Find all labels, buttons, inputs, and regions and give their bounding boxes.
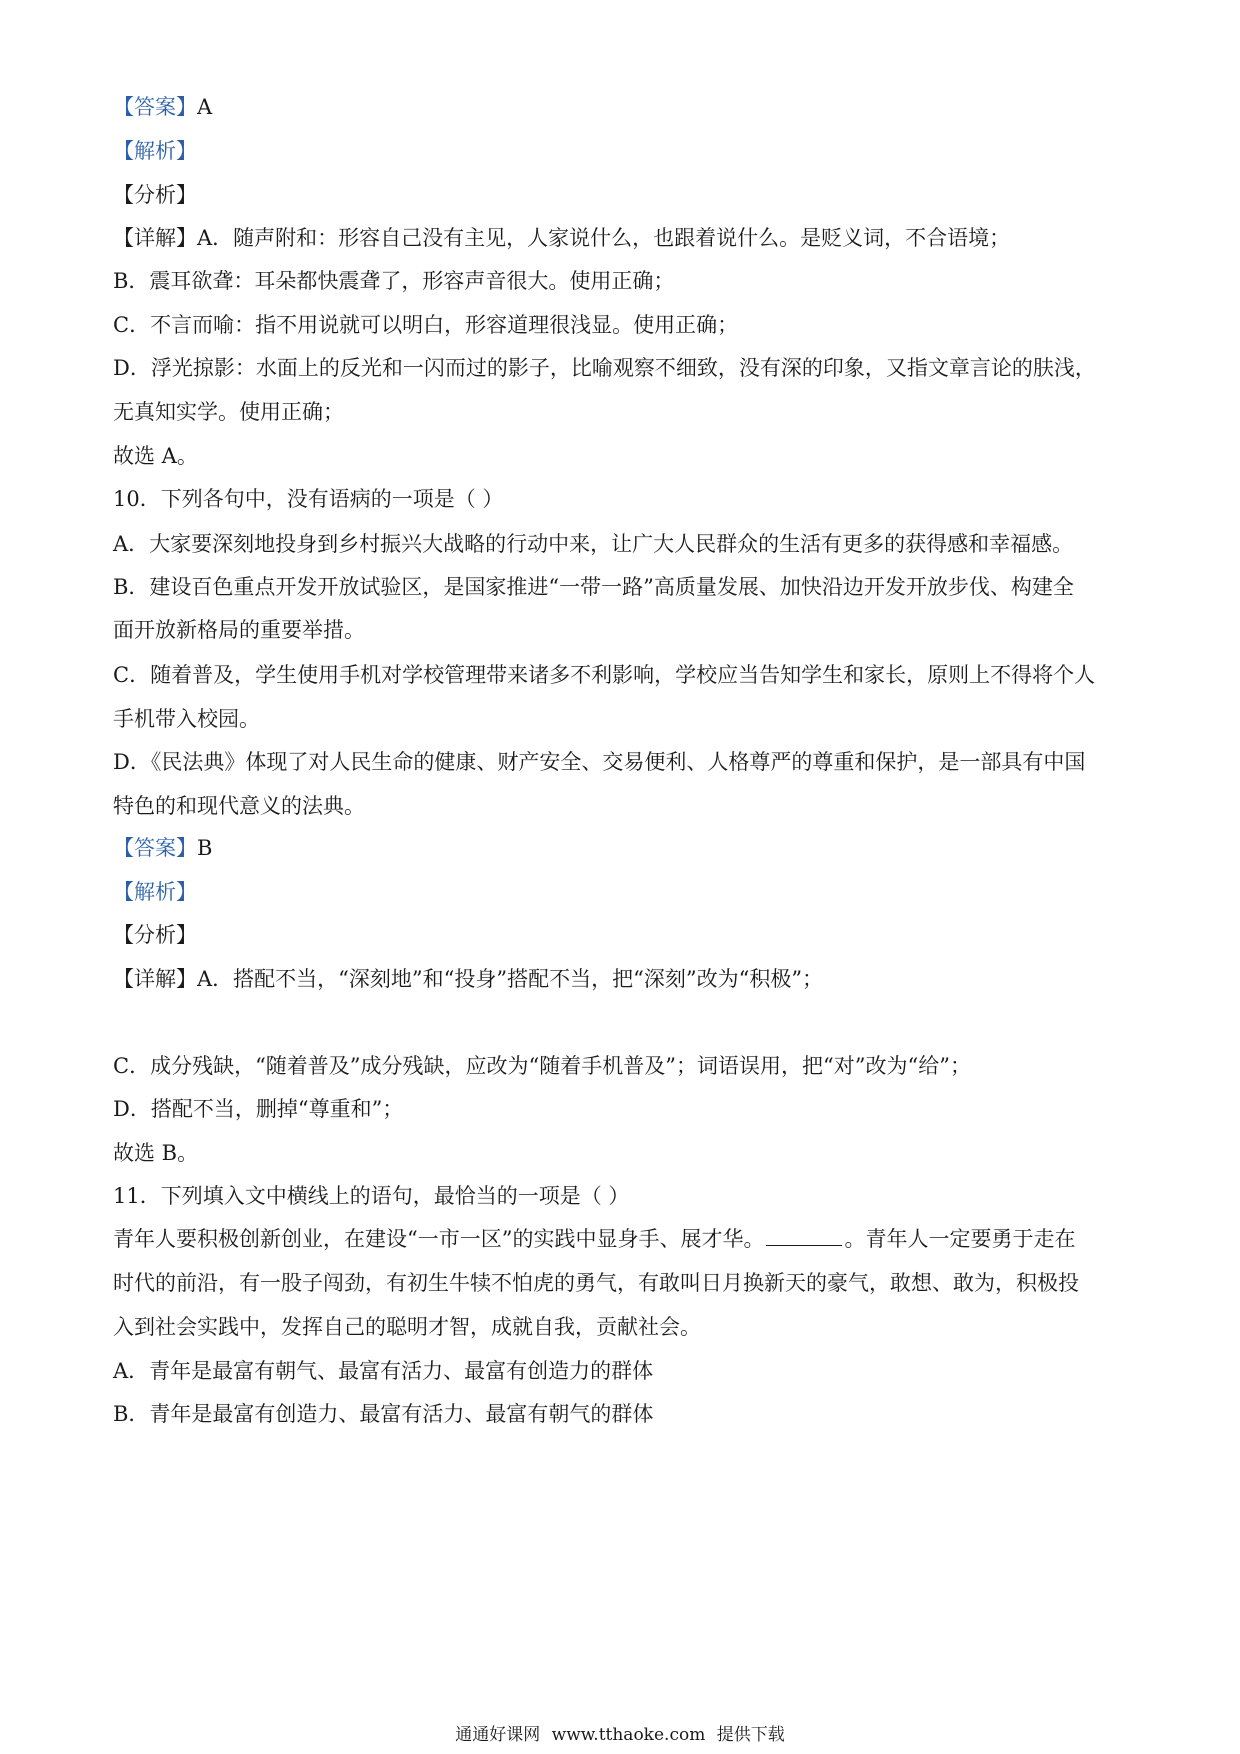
- q10-option: B．建设百色重点开发开放试验区，是国家推进“一带一路”高质量发展、加快沿边开发开放步伐、构建全: [113, 575, 1074, 599]
- q10-fenxi-line: [113, 920, 1133, 950]
- q10-option: A．大家要深刻地投身到乡村振兴大战略的行动中来，让广大人民群众的生活有更多的获得感和幸福感。: [113, 532, 1074, 556]
- q9-analysis-line: [113, 136, 1133, 166]
- q11-option: A．青年是最富有朝气、最富有活力、最富有创造力的群体: [113, 1359, 654, 1383]
- q9-detail-line: B．震耳欲聋：耳朵都快震聋了，形容声音很大。使用正确；: [113, 269, 675, 293]
- q11-option: B．青年是最富有创造力、最富有活力、最富有朝气的群体: [113, 1402, 654, 1426]
- q10-conclusion: 故选 B。: [113, 1141, 199, 1165]
- fenxi-tag: 【分析】: [113, 923, 197, 947]
- q9-detail-line: D．浮光掠影：水面上的反光和一闪而过的影子，比喻观察不细致，没有深的印象，又指文章言论的肤浅，: [113, 356, 1096, 380]
- detail-tag: 【详解】: [113, 226, 197, 250]
- answer-value: B: [197, 836, 213, 860]
- q10-option-cont: 特色的和现代意义的法典。: [113, 794, 365, 818]
- q10-answer-line: [113, 833, 1133, 863]
- q10-detail-line: C．成分残缺，“随着普及”成分残缺，应改为“随着手机普及”；词语误用，把“对”改为“给”；: [113, 1054, 971, 1078]
- q11-passage-line: 入到社会实践中，发挥自己的聪明才智，成就自我，贡献社会。: [113, 1315, 701, 1339]
- footer-suffix: 提供下载: [716, 1725, 785, 1745]
- analysis-tag: 【解析】: [113, 139, 197, 163]
- fill-in-blank: [766, 1227, 842, 1246]
- q11-passage-line: 时代的前沿，有一股子闯劲，有初生牛犊不怕虎的勇气，有敢叫日月换新天的豪气，敢想、敢为，积极投: [113, 1271, 1079, 1295]
- answer-value: A: [197, 95, 213, 119]
- q10-option: C．随着普及，学生使用手机对学校管理带来诸多不利影响，学校应当告知学生和家长，原则上不得将个人: [113, 663, 1096, 687]
- q10-option: D．《民法典》体现了对人民生命的健康、财产安全、交易便利、人格尊严的尊重和保护，是一部具有中国: [113, 750, 1086, 774]
- q9-detail-line: C．不言而喻：指不用说就可以明白，形容道理很浅显。使用正确；: [113, 313, 739, 337]
- q10-detail-line: [113, 964, 1133, 994]
- q9-answer-line: [113, 92, 1133, 122]
- detail-tag: 【详解】: [113, 967, 197, 991]
- detail-text: A．搭配不当，“深刻地”和“投身”搭配不当，把“深刻”改为“积极”；: [197, 967, 824, 991]
- answer-tag: 【答案】: [113, 836, 197, 860]
- q9-detail-line: [113, 223, 1133, 253]
- q11-stem: 11．下列填入文中横线上的语句，最恰当的一项是（ ）: [113, 1184, 630, 1208]
- passage-text: 。青年人一定要勇于走在: [844, 1227, 1076, 1251]
- q9-fenxi-line: [113, 180, 1133, 210]
- q10-stem: 10．下列各句中，没有语病的一项是（ ）: [113, 487, 504, 511]
- analysis-tag: 【解析】: [113, 880, 197, 904]
- passage-text: 青年人要积极创新创业，在建设“一市一区”的实践中显身手、展才华。: [113, 1227, 765, 1251]
- q10-option-cont: 面开放新格局的重要举措。: [113, 618, 365, 642]
- footer-site-name: 通通好课网: [455, 1725, 541, 1745]
- q9-detail-line: 无真知实学。使用正确；: [113, 400, 344, 424]
- q9-conclusion: 故选 A。: [113, 444, 198, 468]
- page-footer: [0, 1724, 1240, 1746]
- q10-analysis-line: [113, 877, 1133, 907]
- answer-tag: 【答案】: [113, 95, 197, 119]
- fenxi-tag: 【分析】: [113, 183, 197, 207]
- q11-passage-line: [113, 1224, 1133, 1254]
- q10-option-cont: 手机带入校园。: [113, 707, 260, 731]
- footer-url[interactable]: www.tthaoke.com: [551, 1725, 706, 1745]
- detail-text: A．随声附和：形容自己没有主见，人家说什么，也跟着说什么。是贬义词，不合语境；: [197, 226, 1011, 250]
- q10-detail-line: D．搭配不当，删掉“尊重和”；: [113, 1097, 404, 1121]
